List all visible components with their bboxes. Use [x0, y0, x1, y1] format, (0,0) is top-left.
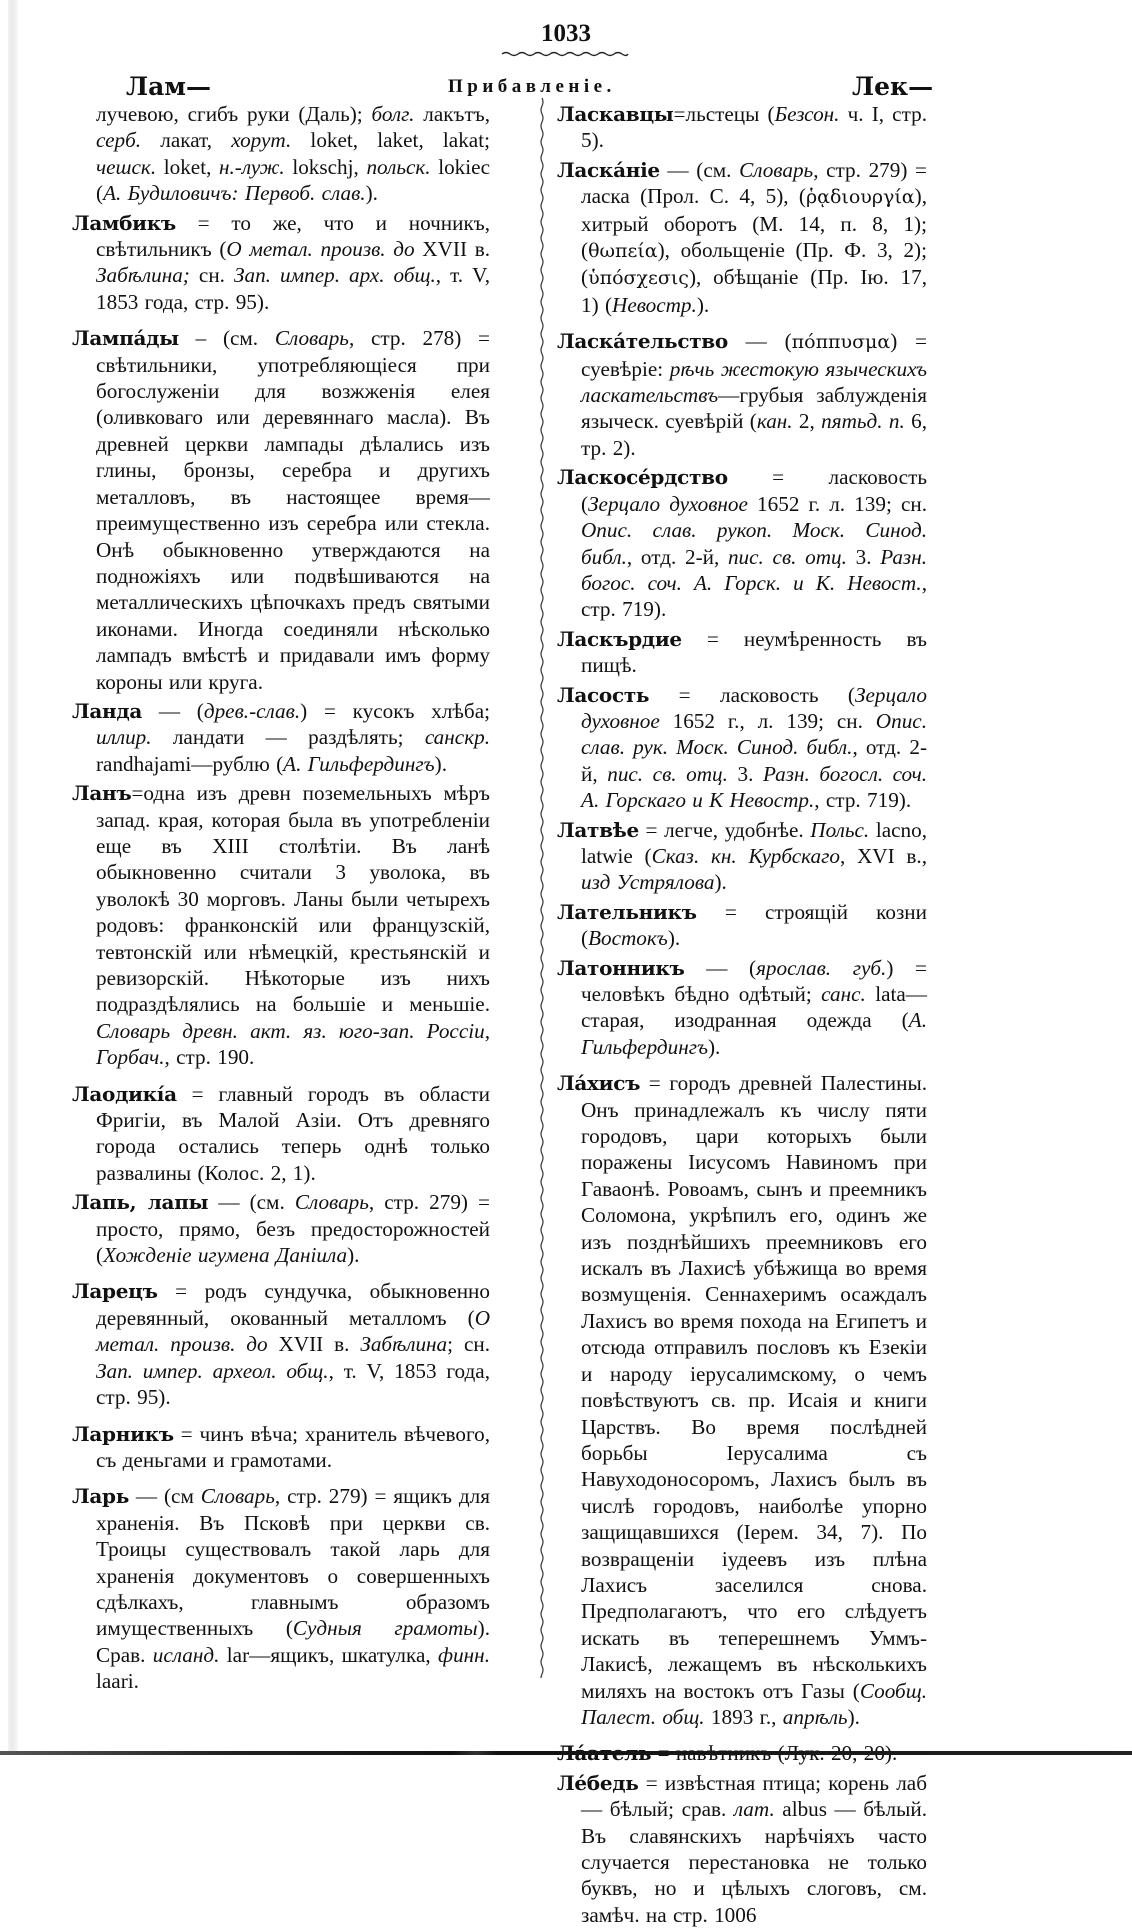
entry-text: — (см.	[659, 157, 740, 182]
entry-text: сн.	[189, 263, 234, 288]
entry-text: ).	[714, 870, 727, 895]
entry-citation-italic: Невостр.	[612, 292, 697, 317]
entry-citation-italic: Словарь	[739, 157, 814, 182]
entry-citation-italic: чешск.	[96, 154, 157, 179]
dictionary-entry-larnik	[72, 1421, 490, 1474]
dictionary-entry-laskoserdstvo	[557, 464, 927, 622]
entry-text: ).	[667, 926, 681, 951]
entry-citation-italic: санскр.	[424, 725, 490, 750]
dictionary-entry-laskavtsy	[557, 101, 927, 154]
entry-headword: Ласость	[557, 682, 650, 707]
entry-text: ).	[707, 1034, 721, 1059]
entry-text: ).	[696, 292, 710, 317]
entry-text: — (см.	[208, 1190, 295, 1215]
entry-text: , стр. 279) = ящикъ для храненія. Въ Псковѣ при церкви св. Троицы существовалъ такой ларь для храненія документовъ о совершенныхъ сдѣлкахъ, главнымъ образомъ имущественныхъ (	[96, 1484, 490, 1641]
entry-text: = городъ древней Палестины. Онъ принадлежалъ къ числу пяти городовъ, цари которыхъ были поражены Іисусомъ Навиномъ при Гаваонѣ. Ровоамъ, сынъ и преемникъ Соломона, укрѣпилъ его, одинъ же изъ позднѣйшихъ преемниковъ его искалъ въ Лахисѣ убѣжища во время возмущенія. Сеннахеримъ осаждалъ Лахисъ во время похода на Египетъ и отсюда отправилъ пословъ къ Езекіи и народу іерусалимскому, о чемъ повѣствуютъ св. пр. Исаія и книги Царствъ. Во время послѣдней борьбы Іерусалима съ Навуходоносоромъ, Лахисъ былъ въ числѣ городовъ, наиболѣе упорно защищавшихся (Іерем. 34, 7). По возвращеніи іудеевъ изъ плѣна Лахисъ заселился снова. Предполагаютъ, что его слѣдуетъ искать въ теперешнемъ Уммъ-Лакисѣ, лежащемъ въ нѣсколькихъ миляхъ на востокъ отъ Газы (	[581, 1071, 927, 1703]
entry-text: =льстецы (	[673, 102, 775, 126]
dictionary-entry-lap-lapy	[72, 1189, 490, 1268]
entry-headword: Ланъ	[72, 781, 132, 806]
entry-text: lata—старая, изодранная одежда (	[581, 982, 927, 1033]
entry-text: лучевою, сгибъ руки (Даль);	[96, 102, 372, 126]
column-divider	[538, 98, 546, 1678]
entry-text: , стр. 190.	[164, 1045, 255, 1070]
entry-citation-italic: апрѣль	[782, 1704, 848, 1729]
dictionary-entry-latvee	[557, 817, 927, 896]
entry-headword: Ларь	[72, 1484, 130, 1509]
entry-citation-italic: древ.-слав.	[203, 698, 301, 723]
dictionary-entry-landa	[72, 698, 490, 777]
entry-text: , стр. 278) = свѣтильники, употребляющіеся при богослуженіи для возжженія елея (оливковаго или деревяннаго масла). Въ древней церкви лампады дѣлались изъ глины, бронзы, серебра и другихъ металловъ, въ настоящее время—преимущественно изъ серебра или стекла. Онѣ обыкновенно утверждаются на подножіяхъ или подвѣшиваются на металлическихъ цѣпочкахъ предъ святыми иконами. Иногда соединяли нѣсколько лампадъ вмѣстѣ и придавали имъ форму короны или круга.	[96, 326, 490, 694]
entry-text: , т. V, 1853 года, стр. 95).	[96, 263, 490, 314]
entry-text: ), хитрый оборотъ (М. 14, п. 8, 1); (	[581, 184, 927, 263]
entry-headword: Ламбикъ	[72, 210, 176, 235]
entry-text: ) = кусокъ хлѣба;	[300, 698, 490, 723]
entry-text: лакътъ,	[414, 102, 490, 126]
entry-text: lokiec (	[96, 154, 490, 206]
entry-text: ; сн.	[447, 1332, 490, 1357]
entry-citation-italic: Сказ. кн. Курбскаго	[651, 843, 840, 868]
dictionary-entry-laodikia	[72, 1081, 490, 1187]
entry-text: 3.	[727, 761, 763, 786]
entry-text: = родъ сундучка, обыкновенно деревянный, окованный металломъ (	[96, 1279, 490, 1330]
entry-citation-italic: польск.	[366, 154, 431, 179]
scan-bottom-edge	[0, 1751, 1132, 1755]
entry-text: 2,	[792, 409, 822, 434]
entry-headword: Ласкърдие	[557, 626, 682, 651]
dictionary-entry-continuation-lakt	[72, 101, 490, 207]
entry-text: ч. I, стр. 5).	[581, 102, 927, 153]
entry-text: ) = суевѣріе:	[581, 329, 927, 381]
entry-citation-italic: хорут.	[231, 128, 292, 153]
dictionary-entry-laskanie	[557, 157, 927, 318]
scan-page-edge	[8, 0, 18, 1755]
page-number-wavy-rule	[500, 50, 630, 58]
entry-text: 1652 г. л. 139; сн.	[747, 491, 927, 516]
entry-headword: Латонникъ	[557, 955, 685, 980]
left-column	[72, 101, 490, 1698]
entry-greek-term: ὑπόσχεσις	[588, 267, 689, 290]
entry-citation-italic: Опис. слав. рук. Моск. Синод. библ.	[581, 708, 927, 760]
entry-text: , XVI в.,	[839, 843, 927, 868]
entry-citation-italic: санс.	[821, 982, 866, 1006]
entry-headword: Ла́хисъ	[557, 1071, 641, 1096]
entry-text: loket,	[156, 154, 219, 179]
entry-text: ), обольщеніе (Пр. Ф. 3, 2); (	[581, 238, 927, 290]
entry-headword: Латвѣе	[557, 817, 639, 842]
entry-citation-italic: лат.	[733, 1797, 775, 1822]
entry-text: = легче, удобнѣе.	[638, 817, 811, 842]
entry-citation-italic: А. Будиловичъ: Первоб. слав.	[103, 181, 366, 206]
entry-text: ) = человѣкъ бѣдно одѣтый;	[581, 955, 927, 1006]
entry-text: albus — бѣлый. Въ славянскихъ нарѣчіяхъ часто случается перестановка не только буквъ, но и цѣлыхъ слоговъ, см. замѣч. на стр. 1006	[581, 1797, 927, 1927]
entry-text: , стр. 719).	[581, 570, 927, 622]
entry-citation-italic: болг.	[371, 102, 415, 126]
entry-text: 1652 г., л. 139; сн.	[659, 708, 876, 733]
entry-headword: Ле́бедь	[557, 1770, 639, 1795]
entry-citation-italic: пис. св. отц.	[727, 544, 847, 569]
entry-citation-italic: О метал. произв. до	[226, 237, 415, 262]
page-number: 1033	[541, 20, 591, 47]
entry-text: 3.	[846, 544, 881, 569]
entry-citation-italic: А. Гильфердингъ	[581, 1008, 927, 1059]
entry-headword: Ларникъ	[72, 1421, 174, 1446]
entry-text: = неумѣренность въ пищѣ.	[581, 626, 927, 678]
entry-citation-italic: Разн. богос. соч. А. Горск. и К. Невост.	[581, 544, 928, 595]
dictionary-entry-larets	[72, 1278, 490, 1410]
running-head-left: Лам—	[126, 72, 212, 101]
entry-citation-italic: Разн. богосл. соч. А. Горскаго и К Невостр.	[581, 761, 928, 813]
entry-citation-italic: ярослав. губ.	[756, 955, 887, 980]
entry-text: = главный городъ въ области Фригіи, въ Малой Азіи. Отъ древняго города остались теперь однѣ только развалины (Колос. 2, 1).	[96, 1081, 490, 1185]
entry-citation-italic: А. Гильфердингъ	[283, 751, 435, 776]
entry-text: = чинъ вѣча; хранитель вѣчевого, съ деньгами и грамотами.	[96, 1421, 490, 1472]
entry-citation-italic: Забѣлина;	[96, 263, 190, 288]
entry-text: , стр. 279) = просто, прямо, безъ предосторожностей (	[96, 1190, 490, 1268]
entry-text: ). Срав.	[96, 1616, 491, 1667]
entry-headword: Лательникъ	[557, 899, 697, 924]
entry-citation-italic: Зерцало духовное	[588, 491, 748, 516]
entry-citation-italic: Словарь древн. акт. яз. юго-зап. Россіи, Горбач.	[96, 1018, 490, 1070]
entry-headword: Ласка́тельство	[557, 329, 728, 354]
entry-text: = то же, что и ночникъ, свѣтильникъ (	[96, 210, 490, 262]
entry-citation-italic: Зерцало духовное	[581, 682, 927, 733]
entry-citation-italic: Словарь	[294, 1190, 369, 1215]
entry-text: ).	[434, 751, 447, 776]
entry-headword: Лампа́ды	[72, 326, 179, 351]
entry-headword: Ласкосе́рдство	[557, 465, 728, 490]
entry-text: XVII в.	[414, 237, 490, 262]
entry-citation-italic: иллир.	[96, 725, 152, 750]
entry-text: = извѣстная птица; корень лаб — бѣлый; срав.	[581, 1770, 927, 1822]
entry-headword: Ларецъ	[72, 1279, 158, 1304]
entry-headword: Ланда	[72, 698, 143, 723]
entry-text: —грубыя заблужденія языческ. суевѣрій (	[581, 383, 927, 434]
entry-citation-italic: Забѣлина	[360, 1332, 448, 1357]
dictionary-entry-latelnik	[557, 899, 927, 952]
entry-citation-italic: Востокъ	[588, 926, 668, 951]
entry-text: lokschj,	[284, 154, 367, 179]
entry-text: ).	[847, 1704, 860, 1729]
entry-text: ), обѣщаніе (Пр. Ію. 17, 1) (	[581, 265, 927, 317]
entry-citation-italic: Безсон.	[774, 102, 840, 126]
entry-text: =одна изъ древн поземельныхъ мѣръ запад. края, которая была въ употребленіи еще въ XIII столѣтіи. Въ ланѣ обыкновенно считали 3 уволока, въ уволокѣ 30 морговъ. Ланы были четырехъ родовъ: франконскій или французскій, тевтонскій или нѣмецкій, крестьянскій и ревизорскій. Нѣкоторые изъ нихъ подраздѣлялись на большіе и меньшіе.	[96, 781, 490, 1017]
entry-text: 1893 г.,	[704, 1704, 783, 1729]
entry-citation-italic: исланд.	[152, 1642, 220, 1667]
entry-text: lar—ящикъ, шкатулка,	[219, 1642, 439, 1667]
dictionary-entry-lakhis	[557, 1070, 927, 1730]
entry-text: ландати — раздѣлять;	[151, 725, 425, 750]
dictionary-entry-lasost	[557, 682, 927, 814]
entry-citation-italic: Словарь	[274, 326, 349, 351]
entry-citation-italic: О метал. произв. до	[96, 1305, 490, 1357]
entry-text: — (см	[129, 1484, 201, 1509]
entry-citation-italic: рѣчь жестокую языческихъ ласкательствъ	[581, 356, 928, 408]
entry-headword: Ласкавцы	[557, 102, 674, 126]
entry-text: , стр. 279) = ласка (Прол. С. 4, 5), (	[581, 157, 927, 209]
entry-text: , отд. 2-й,	[626, 544, 728, 569]
entry-citation-italic: Опис. слав. рукоп. Моск. Синод. библ.	[581, 518, 927, 569]
entry-citation-italic: изд Устрялова	[581, 870, 715, 895]
dictionary-entry-laskardie	[557, 626, 927, 679]
dictionary-entry-lar	[72, 1483, 490, 1694]
entry-citation-italic: н.-луж.	[219, 154, 285, 179]
entry-headword: Лаодикі́а	[72, 1081, 177, 1106]
entry-headword: Лапь, лапы	[72, 1190, 209, 1215]
dictionary-entry-lebed	[557, 1770, 927, 1928]
entry-text: randhajami—рублю (	[96, 751, 284, 776]
entry-citation-italic: пятьд. п.	[821, 409, 905, 434]
entry-text: = ласковость (	[649, 682, 855, 707]
running-head-right: Лек—	[852, 72, 934, 101]
entry-text: лакат,	[141, 128, 232, 153]
entry-greek-term: ῥᾳδιουργία	[805, 186, 915, 209]
dictionary-entry-lampady	[72, 325, 490, 695]
entry-headword: Ласка́ніе	[557, 157, 660, 182]
entry-greek-term: θωπεία	[588, 240, 658, 263]
entry-citation-italic: Хожденіе игумена Даніила	[103, 1243, 348, 1268]
entry-text: ).	[365, 181, 378, 206]
entry-citation-italic: кан.	[756, 409, 793, 434]
entry-text: lacno, latwie (	[581, 817, 927, 868]
entry-citation-italic: Польс.	[810, 817, 870, 842]
entry-text: loket, laket, lakat;	[291, 128, 490, 153]
entry-citation-italic: серб.	[96, 128, 142, 153]
entry-citation-italic: пис. св. отц.	[607, 761, 728, 786]
entry-citation-italic: Сообщ. Палест. общ.	[581, 1678, 927, 1729]
entry-citation-italic: Зап. импер. арх. общ.	[233, 263, 436, 288]
entry-citation-italic: финн.	[438, 1642, 490, 1667]
entry-text: — (	[727, 329, 792, 354]
entry-citation-italic: Зап. импер. археол. общ.	[96, 1358, 329, 1383]
entry-text: XVII в.	[267, 1332, 361, 1357]
section-title: Прибавленіе.	[448, 76, 616, 97]
entry-text: – (см.	[178, 326, 275, 351]
dictionary-entry-laskatelstvo	[557, 328, 927, 461]
entry-citation-italic: Судныя грамоты	[292, 1616, 478, 1641]
entry-text: — (	[142, 698, 204, 723]
dictionary-entry-latonnik	[557, 955, 927, 1061]
entry-text: , отд. 2-й,	[581, 735, 927, 786]
entry-text: 6, тр. 2).	[581, 409, 927, 460]
entry-text: ).	[347, 1243, 360, 1268]
entry-text: , т. V, 1853 года, стр. 95).	[96, 1358, 490, 1410]
entry-text: laari.	[96, 1669, 139, 1694]
dictionary-entry-lambik	[72, 210, 490, 316]
entry-citation-italic: Словарь	[200, 1484, 275, 1509]
right-column	[557, 101, 927, 1931]
entry-text: , стр. 719).	[814, 788, 912, 813]
entry-text: = строящій козни (	[581, 899, 927, 951]
entry-text: — (	[684, 955, 757, 980]
entry-greek-term: πόππυσμα	[791, 331, 891, 354]
dictionary-entry-lan	[72, 780, 490, 1070]
entry-text: = ласковость (	[581, 465, 927, 516]
